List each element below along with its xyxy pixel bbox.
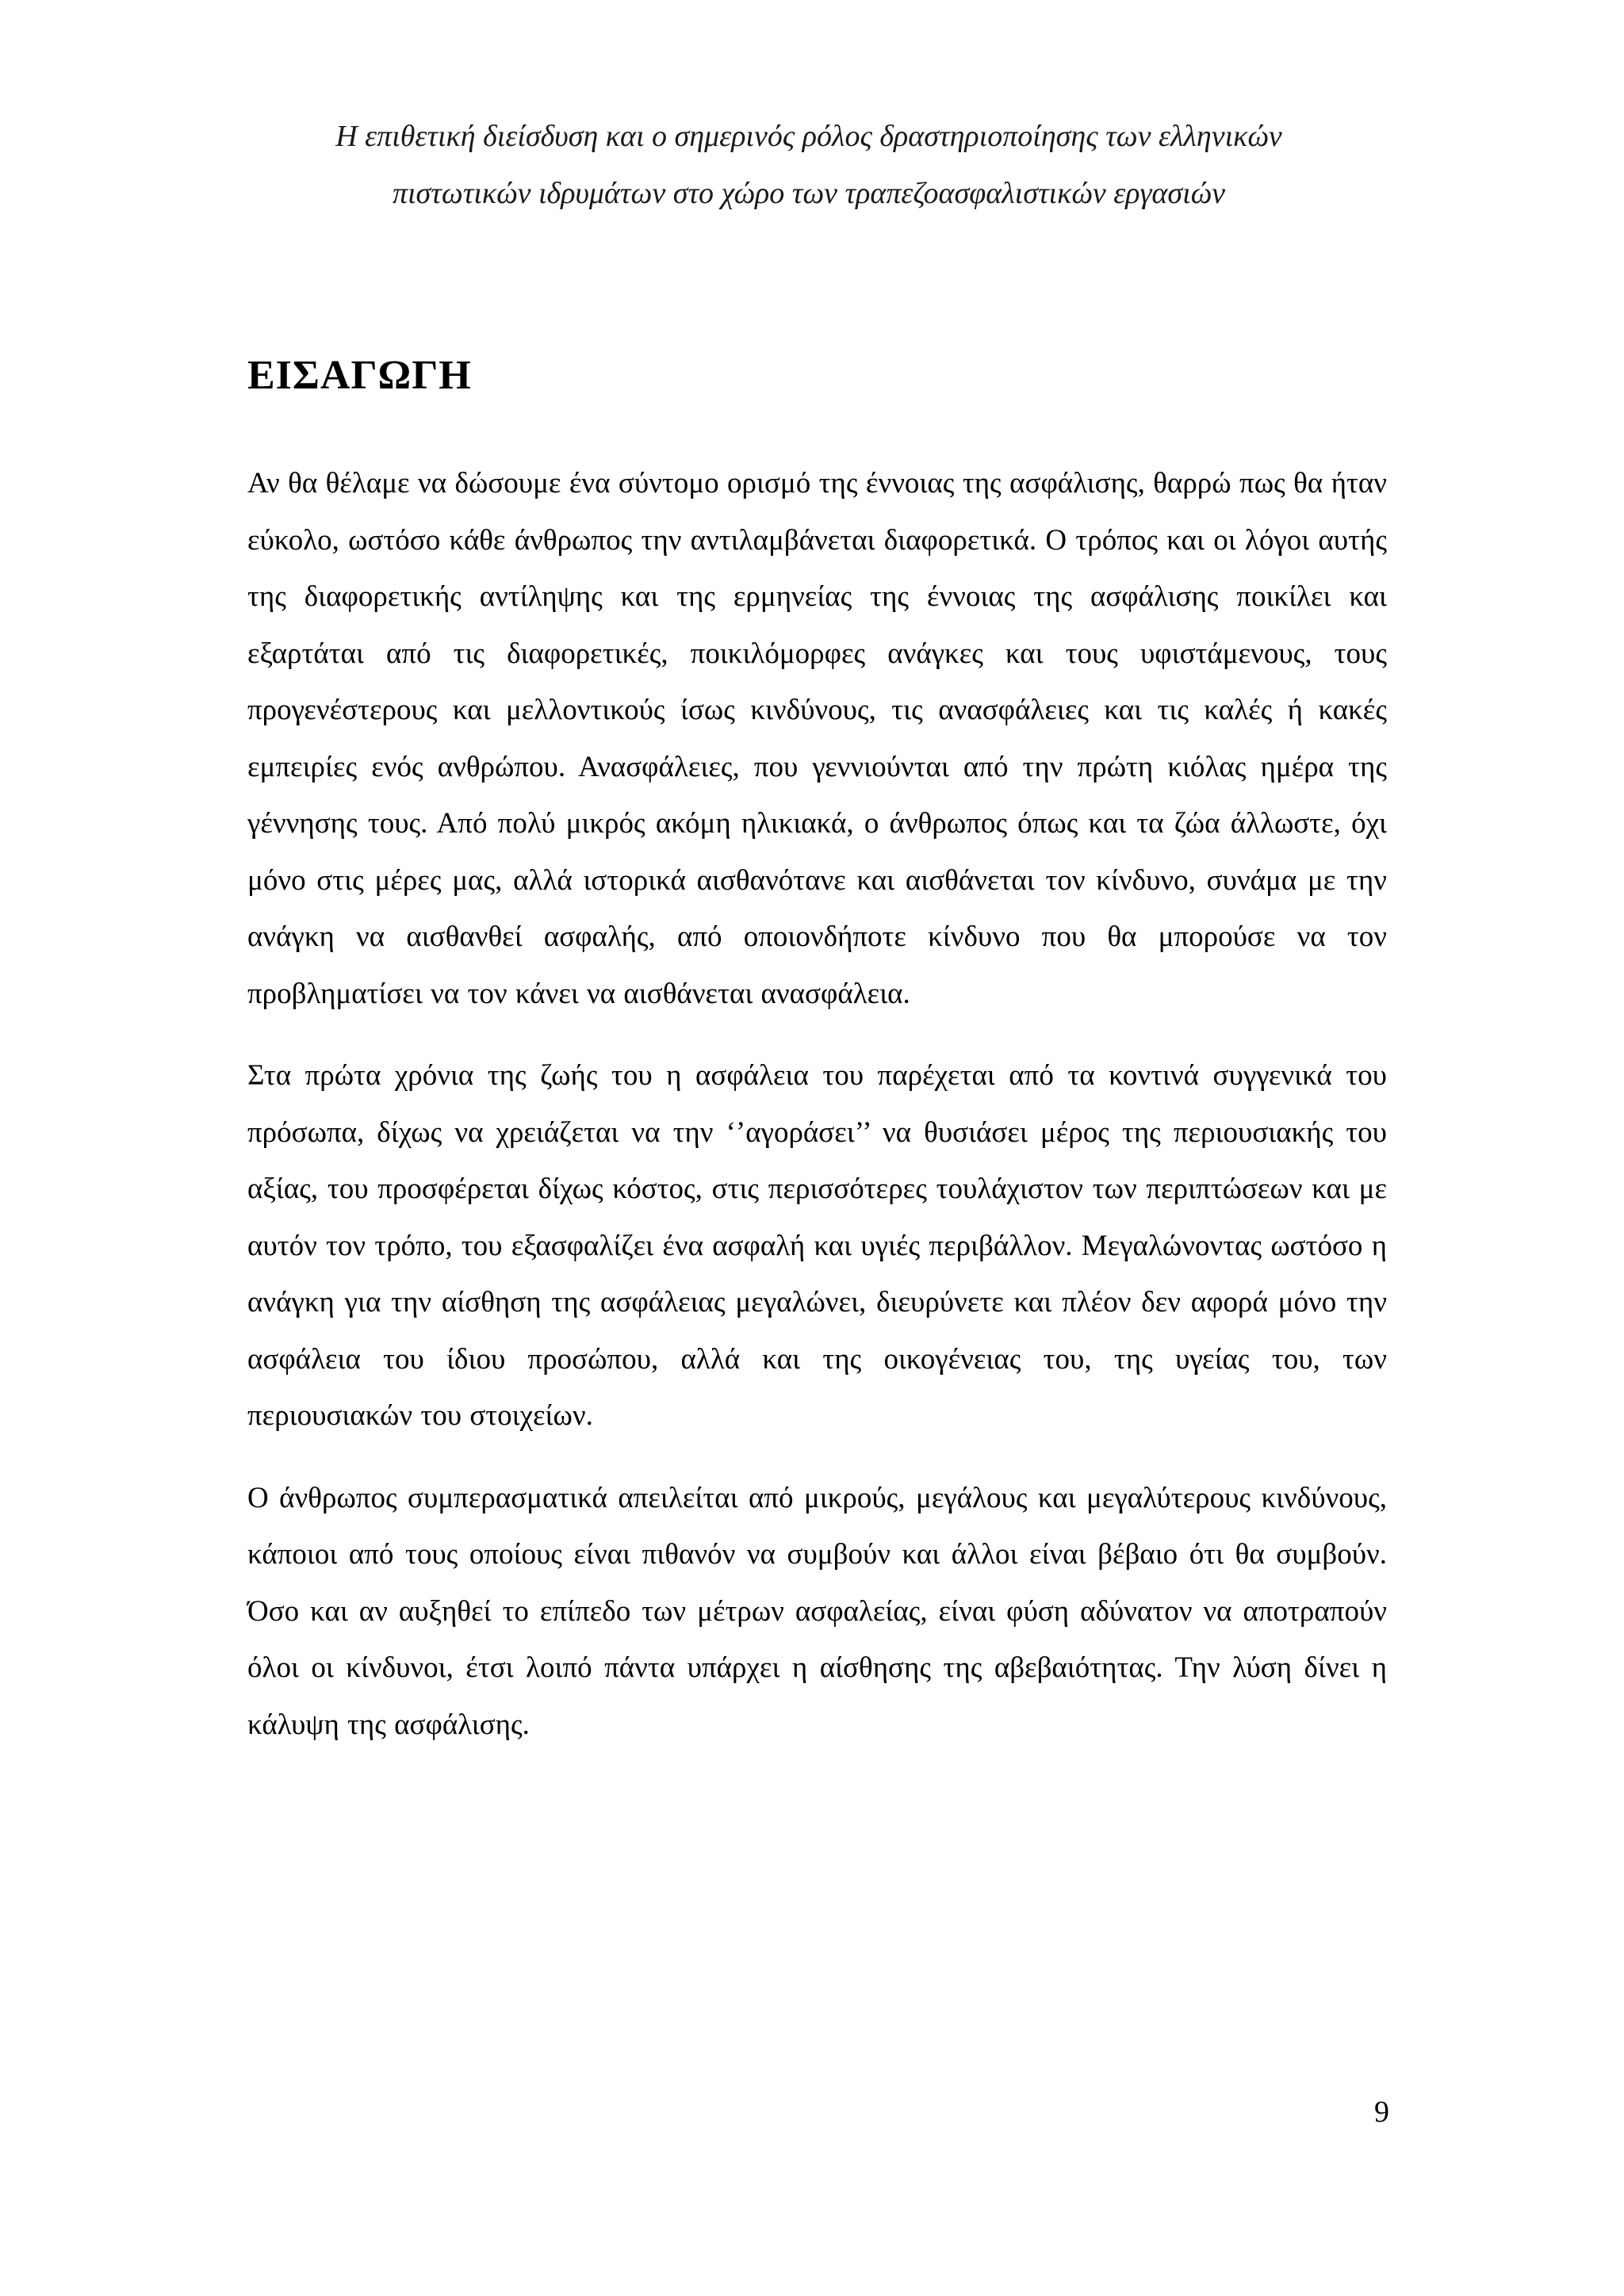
paragraph-1: Αν θα θέλαμε να δώσουμε ένα σύντομο ορισμό της έννοιας της ασφάλισης, θαρρώ πως θα ήταν εύκολο, ωστόσο κάθε άνθρωπος την αντιλαμβάνεται διαφορετικά. Ο τρόπος και οι λόγοι αυτής της διαφορετικής αντίληψης και της ερμηνείας της έννοιας της ασφάλισης ποικίλει και εξαρτάται από τις διαφορετικές, ποικιλόμορφες ανάγκες και τους υφιστάμενους, τους προγενέστερους και μελλοντικούς ίσως κινδύνους, τις ανασφάλειες και τις καλές ή κακές εμπειρίες ενός ανθρώπου. Ανασφάλειες, που γεννιούνται από την πρώτη κιόλας ημέρα της γέννησης τους. Από πολύ μικρός ακόμη ηλικιακά, ο άνθρωπος όπως και τα ζώα άλλωστε, όχι μόνο στις μέρες μας, αλλά ιστορικά αισθανότανε και αισθάνεται τον κίνδυνο, συνάμα με την ανάγκη να αισθανθεί ασφαλής, από οποιονδήποτε κίνδυνο που θα μπορούσε να τον προβληματίσει να τον κάνει να αισθάνεται ανασφάλεια. bbox=[247, 467, 1387, 1010]
running-header-line-2: πιστωτικών ιδρυμάτων στο χώρο των τραπεζοασφαλιστικών εργασιών bbox=[392, 177, 1226, 210]
page-number: 9 bbox=[1374, 2095, 1389, 2129]
running-header-line-1: Η επιθετική διείσδυση και ο σημερινός ρόλος δραστηριοποίησης των ελληνικών bbox=[335, 120, 1282, 153]
running-header bbox=[238, 108, 1380, 222]
paragraph-2: Στα πρώτα χρόνια της ζωής του η ασφάλεια του παρέχεται από τα κοντινά συγγενικά του πρόσωπα, δίχως να χρειάζεται να την ‘’αγοράσει’’ να θυσιάσει μέρος της περιουσιακής του αξίας, του προσφέρεται δίχως κόστος, στις περισσότερες τουλάχιστον των περιπτώσεων και με αυτόν τον τρόπο, του εξασφαλίζει ένα ασφαλή και υγιές περιβάλλον. Μεγαλώνοντας ωστόσο η ανάγκη για την αίσθηση της ασφάλειας μεγαλώνει, διευρύνετε και πλέον δεν αφορά μόνο την ασφάλεια του ίδιου προσώπου, αλλά και της οικογένειας του, της υγείας του, των περιουσιακών του στοιχείων. bbox=[247, 1059, 1387, 1432]
body-text bbox=[247, 455, 1387, 1778]
paragraph-3: Ο άνθρωπος συμπερασματικά απειλείται από μικρούς, μεγάλους και μεγαλύτερους κινδύνους, κάποιοι από τους οποίους είναι πιθανόν να συμβούν και άλλοι είναι βέβαιο ότι θα συμβούν. Όσο και αν αυξηθεί το επίπεδο των μέτρων ασφαλείας, είναι φύση αδύνατον να αποτραπούν όλοι οι κίνδυνοι, έτσι λοιπό πάντα υπάρχει η αίσθησης της αβεβαιότητας. Την λύση δίνει η κάλυψη της ασφάλισης. bbox=[247, 1481, 1387, 1741]
chapter-title: ΕΙΣΑΓΩΓΗ bbox=[247, 353, 472, 398]
